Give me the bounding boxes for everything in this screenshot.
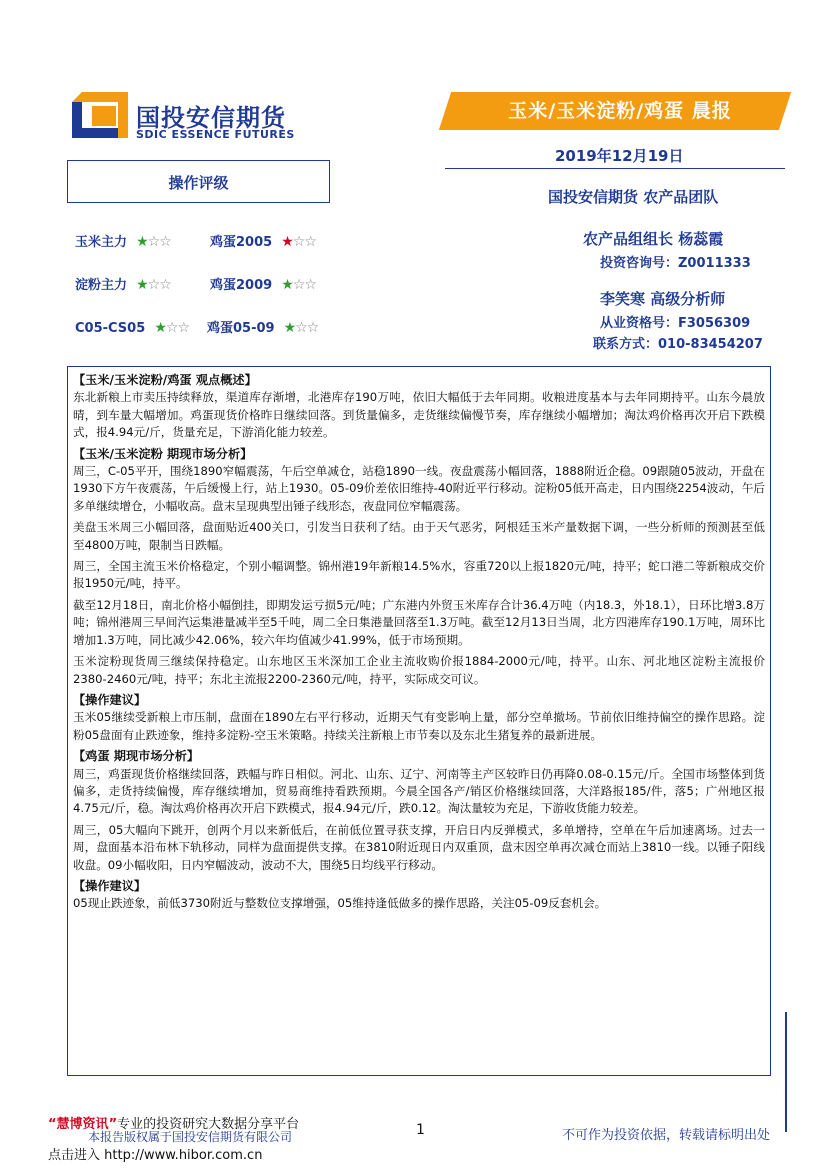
rating-egg-2005 [210, 231, 316, 250]
sdic-logo-icon [72, 92, 128, 138]
rating-label: 鸡蛋05-09 [207, 321, 275, 336]
team-leader-id: 投资咨询号：Z0011333 [600, 256, 751, 271]
star-empty-icon: ☆☆ [292, 234, 316, 250]
content-text [73, 372, 765, 917]
report-title: 玉米/玉米淀粉/鸡蛋 晨报 [508, 100, 732, 122]
rating-egg-05-09 [207, 317, 318, 336]
footer-link[interactable] [48, 1144, 262, 1163]
star-filled-icon: ★ [281, 234, 293, 250]
footer-slogan-text: 专业的投资研究大数据分享平台 [117, 1117, 300, 1132]
report-date: 2019年12月19日 [555, 147, 684, 165]
paragraph: 玉米淀粉现货周三继续保持稳定。山东地区玉米深加工企业主流收购价报1884-2000元/吨，持平。山东、河北地区淀粉主流报价2380-2460元/吨，持平；东北主流报2200-2360元/吨，持平，实际成交可议。 [73, 654, 765, 686]
rating-c05-cs05 [75, 317, 189, 336]
analyst-name: 李笑寒 高级分析师 [600, 290, 726, 308]
rating-starch-main [75, 274, 171, 293]
section-title-egg-market: 【鸡蛋 期现市场分析】 [73, 749, 200, 764]
section-title-corn-market: 【玉米/玉米淀粉 期现市场分析】 [73, 446, 253, 461]
analyst-contact: 联系方式：010-83454207 [593, 337, 763, 352]
rating-label: C05-CS05 [75, 321, 146, 336]
star-filled-icon: ★ [136, 234, 148, 250]
logo-chinese-name: 国投安信期货 [136, 104, 286, 132]
section-title-corn-advice: 【操作建议】 [73, 692, 147, 707]
footer-link-url[interactable]: http://www.hibor.com.cn [104, 1148, 263, 1163]
star-empty-icon: ☆☆ [295, 320, 319, 336]
team-name: 国投安信期货 农产品团队 [548, 188, 719, 206]
rating-label: 鸡蛋2009 [210, 278, 273, 293]
quote-open: “ [48, 1117, 57, 1132]
team-leader: 农产品组组长 杨蕊霞 [583, 230, 724, 248]
rating-egg-2009 [210, 274, 316, 293]
section-title-overview: 【玉米/玉米淀粉/鸡蛋 观点概述】 [73, 373, 257, 387]
paragraph: 美盘玉米周三小幅回落，盘面贴近400关口，引发当日获利了结。由于天气恶劣，阿根廷玉米产量数据下调，一些分析师的预测甚至低至4800万吨，限制当日跌幅。 [73, 520, 765, 552]
section-title-egg-advice: 【操作建议】 [73, 878, 147, 893]
rating-label: 淀粉主力 [75, 278, 128, 293]
paragraph: 周三，全国主流玉米价格稳定，个别小幅调整。锦州港19年新粮14.5%水，容重720以上报1820元/吨，持平；蛇口港二等新粮成交价报1950元/吨，持平。 [73, 559, 765, 591]
footer-copyright: 本报告版权属于国投安信期货有限公司 [88, 1130, 293, 1144]
rating-label: 鸡蛋2005 [210, 235, 273, 250]
paragraph: 周三，05大幅向下跳开，创两个月以来新低后，在前低位置寻获支撑，开启日内反弹模式，多单增持，空单在午后加速离场。过去一周，盘面基本沿布林下轨移动，同样为盘面提供支撑。在3810附近现日内双重顶，盘末因空单再次减仓而站上3810一线。以锤子阳线收盘。09小幅收阳，日内窄幅波动，波动不大，围绕5日均线平行移动。 [73, 822, 765, 872]
paragraph: 东北新粮上市卖压持续释放，渠道库存渐增，北港库存190万吨，依旧大幅低于去年同期。收粮进度基本与去年同期持平。山东今晨放晴，到车量大幅增加。鸡蛋现货价格昨日继续回落。到货量偏多，走货继续偏慢节奏，库存继续小幅增加；淘汰鸡价格再次开启下跌模式，报4.94元/斤，货量充足，下游消化能力较差。 [73, 390, 765, 440]
star-filled-icon: ★ [136, 277, 148, 293]
paragraph: 周三，C-05平开，围绕1890窄幅震荡，午后空单减仓，站稳1890一线。夜盘震荡小幅回落，1888附近企稳。09跟随05波动，开盘在1930下方午夜震荡，午后缓慢上行，站上1930。05-09价差依旧维持-40附近平行移动。淀粉05低开高走，日内围绕2254波动，午后多单继续增仓，小幅收高。盘末呈现典型出锤子线形态，夜盘同位窄幅震荡。 [73, 464, 765, 513]
footer-vertical-bar [785, 1012, 787, 1132]
footer-link-label[interactable]: 点击进入 [48, 1148, 101, 1163]
analyst-id: 从业资格号：F3056309 [600, 316, 751, 331]
paragraph: 截至12月18日，南北价格小幅倒挂，即期发运亏损5元/吨；广东港内外贸玉米库存合计36.4万吨（内18.3，外18.1），日环比增3.8万吨；锦州港周三早间汽运集港量减半至5千吨，周二全日集港量回落至1.3万吨。截至12月13日当周，北方四港库存190.1万吨，周环比增加1.3万吨，同比减少42.06%，较六年均值减少41.99%，低于市场预期。 [73, 597, 765, 647]
star-empty-icon: ☆☆ [292, 277, 316, 293]
rating-corn-main [75, 231, 171, 250]
star-filled-icon: ★ [281, 277, 293, 293]
paragraph: 玉米05继续受新粮上市压制，盘面在1890左右平行移动，近期天气有变影响上量，部分空单撤场。节前依旧维持偏空的操作思路。淀粉05盘面有止跌迹象，维持多淀粉-空玉米策略。持续关注新粮上市节奏以及东北生猪复养的最新进展。 [73, 710, 765, 742]
page-number: 1 [416, 1122, 425, 1138]
star-empty-icon: ☆☆ [147, 234, 171, 250]
star-empty-icon: ☆☆ [147, 277, 171, 293]
footer-disclaimer: 不可作为投资依据，转载请标明出处 [562, 1128, 771, 1143]
star-filled-icon: ★ [154, 320, 166, 336]
footer-brand: 慧博资讯 [56, 1117, 109, 1132]
logo-english-name: SDIC ESSENCE FUTURES [136, 128, 295, 141]
rating-label: 玉米主力 [75, 235, 128, 250]
paragraph: 周三，鸡蛋现货价格继续回落，跌幅与昨日相似。河北、山东、辽宁、河南等主产区较昨日仍再降0.08-0.15元/斤。全国市场整体到货偏多，走货持续偏慢，库存继续增加，贸易商维持看跌预期。今晨全国各产/销区价格继续回落，大洋路报185/件，落5；广州地区报4.75元/斤，稳。淘汰鸡价格再次开启下跌模式，报4.94元/斤，跌0.12。淘汰量较为充足，下游收货能力较差。 [73, 766, 765, 816]
rating-title: 操作评级 [168, 174, 229, 192]
header-divider [445, 168, 785, 169]
star-empty-icon: ☆☆ [165, 320, 190, 336]
quote-close: ” [108, 1117, 118, 1132]
paragraph: 05现止跌迹象，前低3730附近与整数位支撑增强，05维持逢低做多的操作思路，关注05-09反套机会。 [73, 896, 607, 911]
star-filled-icon: ★ [283, 320, 296, 336]
